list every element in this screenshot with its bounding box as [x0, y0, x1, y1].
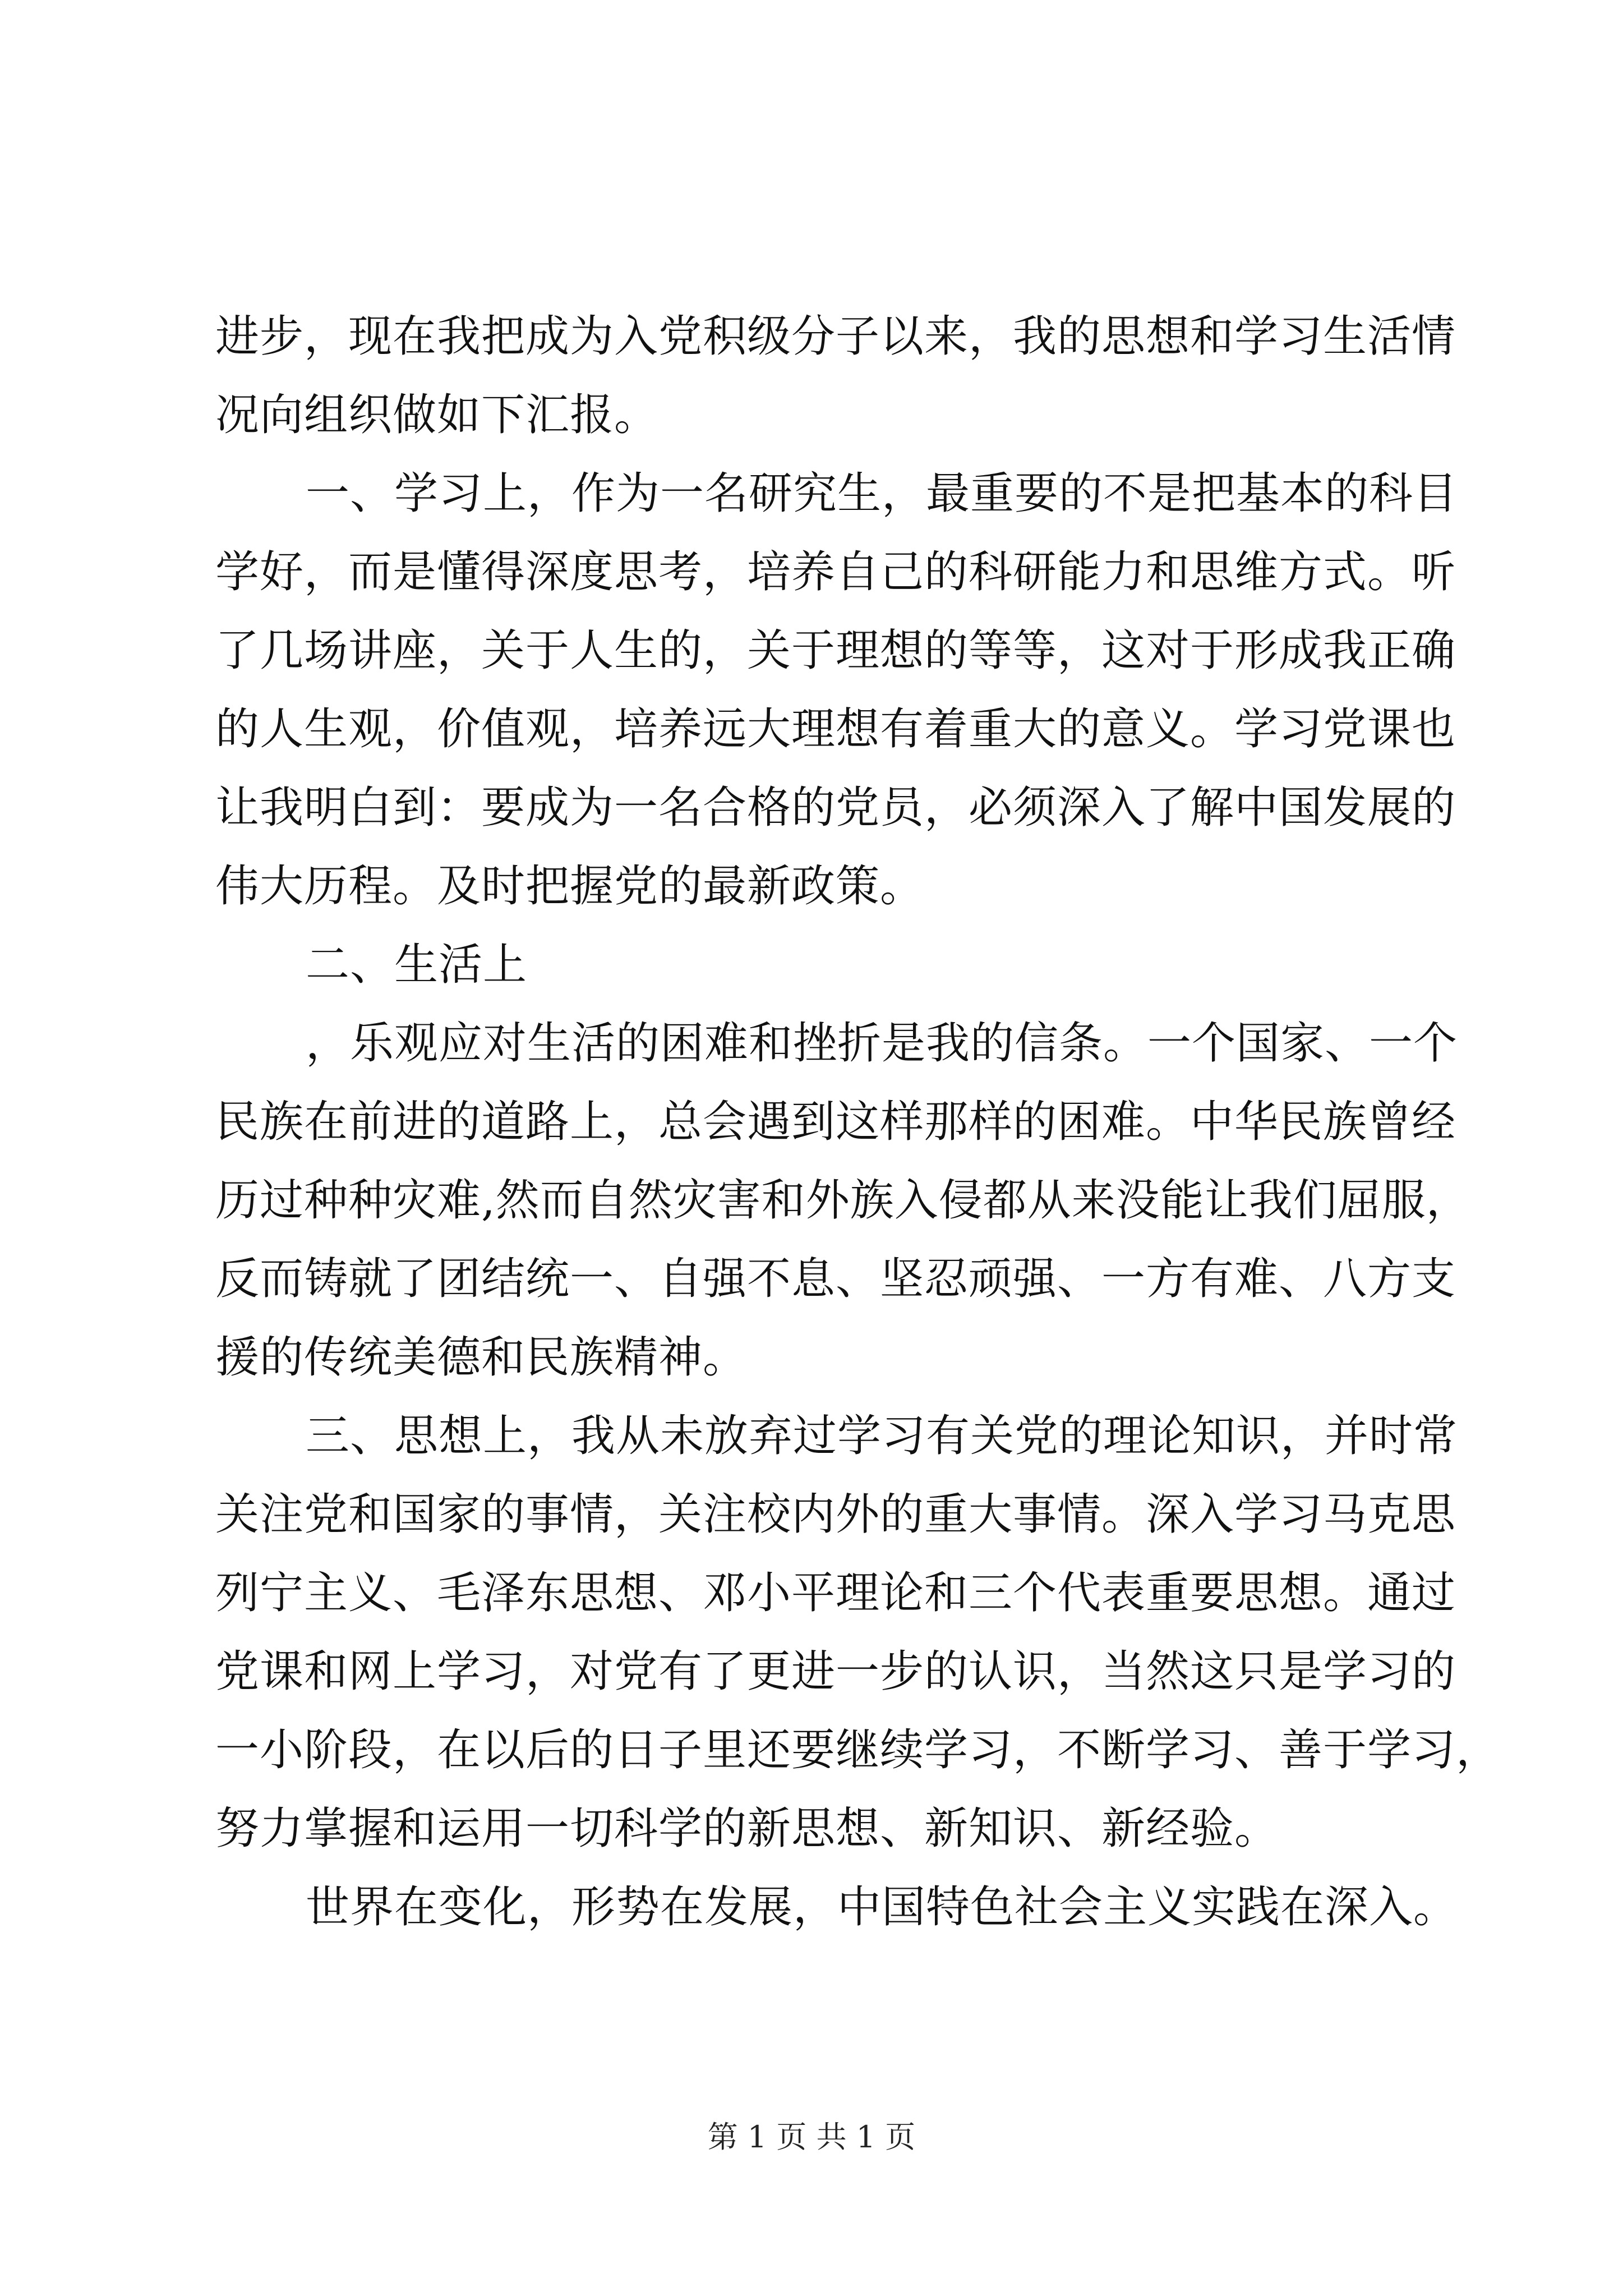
text-line: 历过种种灾难,然而自然灾害和外族入侵都从来没能让我们屈服， [215, 1175, 1470, 1226]
text-line: 的人生观，价值观，培养远大理想有着重大的意义。学习党课也 [215, 704, 1456, 754]
text-line: 伟大历程。及时把握党的最新政策。 [215, 861, 925, 912]
text-line: 关注党和国家的事情，关注校内外的重大事情。深入学习马克思 [215, 1489, 1456, 1540]
text-line: 反而铸就了团结统一、自强不息、坚忍顽强、一方有难、八方支 [215, 1254, 1456, 1304]
text-line: 学好，而是懂得深度思考，培养自己的科研能力和思维方式。听 [215, 547, 1456, 597]
text-line: 一小阶段，在以后的日子里还要继续学习，不断学习、善于学习， [215, 1725, 1501, 1775]
text-line: 世界在变化，形势在发展，中国特色社会主义实践在深入。 [306, 1882, 1458, 1932]
text-line: 了几场讲座，关于人生的，关于理想的等等，这对于形成我正确 [215, 625, 1456, 676]
text-line: 努力掌握和运用一切科学的新思想、新知识、新经验。 [215, 1803, 1279, 1854]
text-line: 党课和网上学习，对党有了更进一步的认识，当然这只是学习的 [215, 1646, 1456, 1697]
text-line: 民族在前进的道路上，总会遇到这样那样的困难。中华民族曾经 [215, 1097, 1456, 1147]
text-line: 进步，现在我把成为入党积级分子以来，我的思想和学习生活情 [215, 311, 1456, 362]
text-line: 一、学习上，作为一名研究生，最重要的不是把基本的科目 [306, 468, 1458, 519]
page-footer: 第 1 页 共 1 页 [707, 2119, 916, 2155]
section-heading: 二、生活上 [306, 940, 528, 990]
text-line: 让我明白到：要成为一名合格的党员，必须深入了解中国发展的 [215, 783, 1456, 833]
text-line: ，乐观应对生活的困难和挫折是我的信条。一个国家、一个 [306, 1018, 1458, 1069]
text-line: 三、思想上，我从未放弃过学习有关党的理论知识，并时常 [306, 1411, 1458, 1461]
text-line: 列宁主义、毛泽东思想、邓小平理论和三个代表重要思想。通过 [215, 1568, 1456, 1618]
text-line: 况向组织做如下汇报。 [215, 390, 659, 440]
text-line: 援的传统美德和民族精神。 [215, 1332, 748, 1383]
